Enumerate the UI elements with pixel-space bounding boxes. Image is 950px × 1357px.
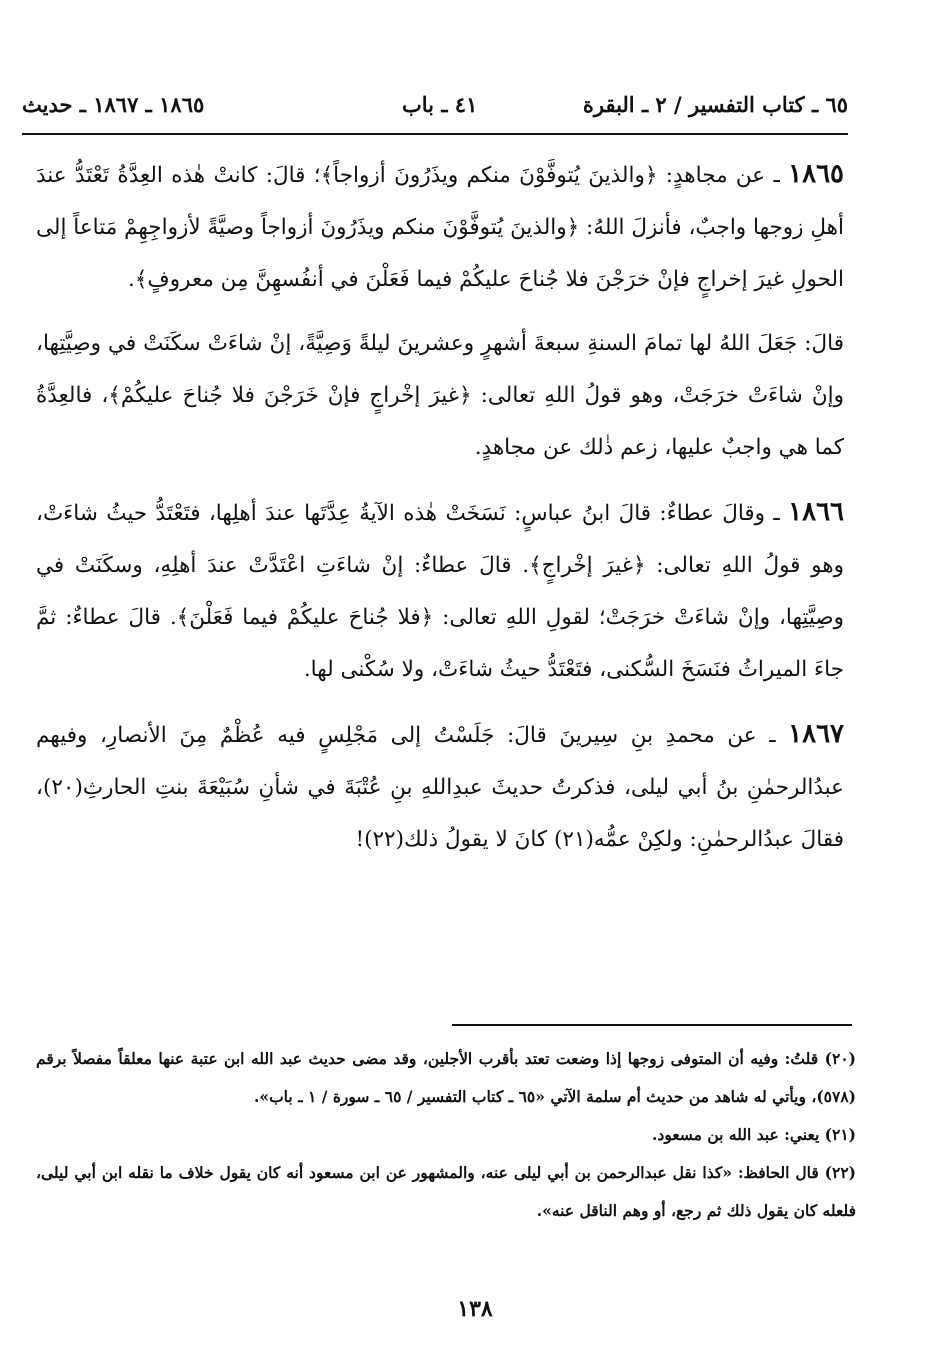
hadith-1866 <box>36 486 844 696</box>
header-rule <box>22 133 848 135</box>
footnote-rule <box>452 1024 852 1026</box>
footnote-21: (٢١) يعني: عبد الله بن مسعود. <box>652 1125 856 1144</box>
paragraph-text: قالَ: جَعَلَ اللهُ لها تمامَ السنةِ سبعةَ أشهرٍ وعشرينَ ليلةً وَصِيَّةً، إنْ شاءَتْ سكَنَتْ في وصِيَّتِها، وإنْ شاءَتْ خرَجَتْ، وهو قولُ اللهِ تعالى: ﴿غيرَ إخْراجٍ فإنْ خَرَجْنَ فلا جُناحَ عليكُمْ﴾، فالعِدَّةُ كما هي واجبٌ عليها، زعم ذٰلك عن مجاهدٍ. <box>36 331 844 460</box>
commentary-paragraph <box>36 318 844 474</box>
header-section: ٤١ ـ باب <box>402 92 478 117</box>
header-book-chapter: ٦٥ ـ كتاب التفسير / ٢ ـ البقرة <box>582 92 848 117</box>
page-number: ١٣٨ <box>457 1296 493 1322</box>
footnote-22: (٢٢) قال الحافظ: «كذا نقل عبدالرحمن بن أبي ليلى عنه، والمشهور عن ابن مسعود أنه كان يقول خلاف ما نقله ابن أبي ليلى، فلعله كان يقول ذلك ثم رجع، أو وهم الناقل عنه». <box>36 1163 856 1220</box>
hadith-text: ـ عن محمدِ بنِ سِيرينَ قالَ: جَلَسْتُ إلى مَجْلِسٍ فيه عُظْمٌ مِنَ الأنصارِ، وفيهم عبدُالرحمٰنِ بنُ أبي ليلى، فذكرتُ حديثَ عبدِاللهِ بنِ عُتْبَةَ في شأنِ سُبَيْعَةَ بنتِ الحارثِ(٢٠)، فقالَ عبدُالرحمٰنِ: ولكِنْ عمُّه(٢١) كانَ لا يقولُ ذلك(٢٢)! <box>36 723 844 852</box>
footnote-20: (٢٠) قلتُ: وفيه أن المتوفى زوجها إذا وضعت تعتد بأقرب الأجلين، وقد مضى حديث عبد الله ابن عتبة عنها معلقاً مفصلاً برقم (٥٧٨)، ويأتي له شاهد من حديث أم سلمة الآتي «٦٥ ـ كتاب التفسير / ٦٥ ـ سورة / ١ ـ باب». <box>36 1049 856 1106</box>
running-header <box>22 92 848 128</box>
hadith-1865 <box>36 148 844 306</box>
hadith-1867 <box>36 708 844 866</box>
footnotes <box>36 1040 856 1230</box>
hadith-number: ١٨٦٦ <box>788 497 844 527</box>
header-hadith-range: ١٨٦٥ ـ ١٨٦٧ ـ حديث <box>22 92 205 117</box>
hadith-text: ـ عن مجاهدٍ: ﴿والذينَ يُتوفَّوْنَ منكم ويذَرُونَ أزواجاً﴾؛ قالَ: كانتْ هٰذه العِدَّةُ تَعْتَدُّ عندَ أهلِ زوجها واجبٌ، فأنزلَ اللهُ: ﴿والذينَ يُتوفَّوْنَ منكم ويذَرُونَ أزواجاً وصيَّةً لأزواجِهِمْ مَتاعاً إلى الحولِ غيرَ إخراجٍ فإنْ خرَجْنَ فلا جُناحَ عليكُمْ فيما فَعَلْنَ في أنفُسهِنَّ مِن معروفٍ﴾. <box>36 163 844 292</box>
hadith-number: ١٨٦٥ <box>788 159 844 189</box>
hadith-text: ـ وقالَ عطاءٌ: قالَ ابنُ عباسٍ: نَسَخَتْ هٰذه الآيةُ عِدَّتَها عندَ أهلِها، فتَعْتَدُّ حيثُ شاءَتْ، وهو قولُ اللهِ تعالى: ﴿غيرَ إخْراجٍ﴾. قالَ عطاءٌ: إنْ شاءَتِ اعْتَدَّتْ عندَ أهلِهِ، وسكَنَتْ في وصِيَّتِها، وإنْ شاءَتْ خرَجَتْ؛ لقولِ اللهِ تعالى: ﴿فلا جُناحَ عليكُمْ فيما فَعَلْنَ﴾. قالَ عطاءٌ: ثمَّ جاءَ الميراثُ فنَسَخَ السُّكنى، فتَعْتَدُّ حيثُ شاءَتْ، ولا سُكْنى لها. <box>36 501 844 682</box>
hadith-number: ١٨٦٧ <box>788 719 844 749</box>
main-text <box>36 148 844 878</box>
